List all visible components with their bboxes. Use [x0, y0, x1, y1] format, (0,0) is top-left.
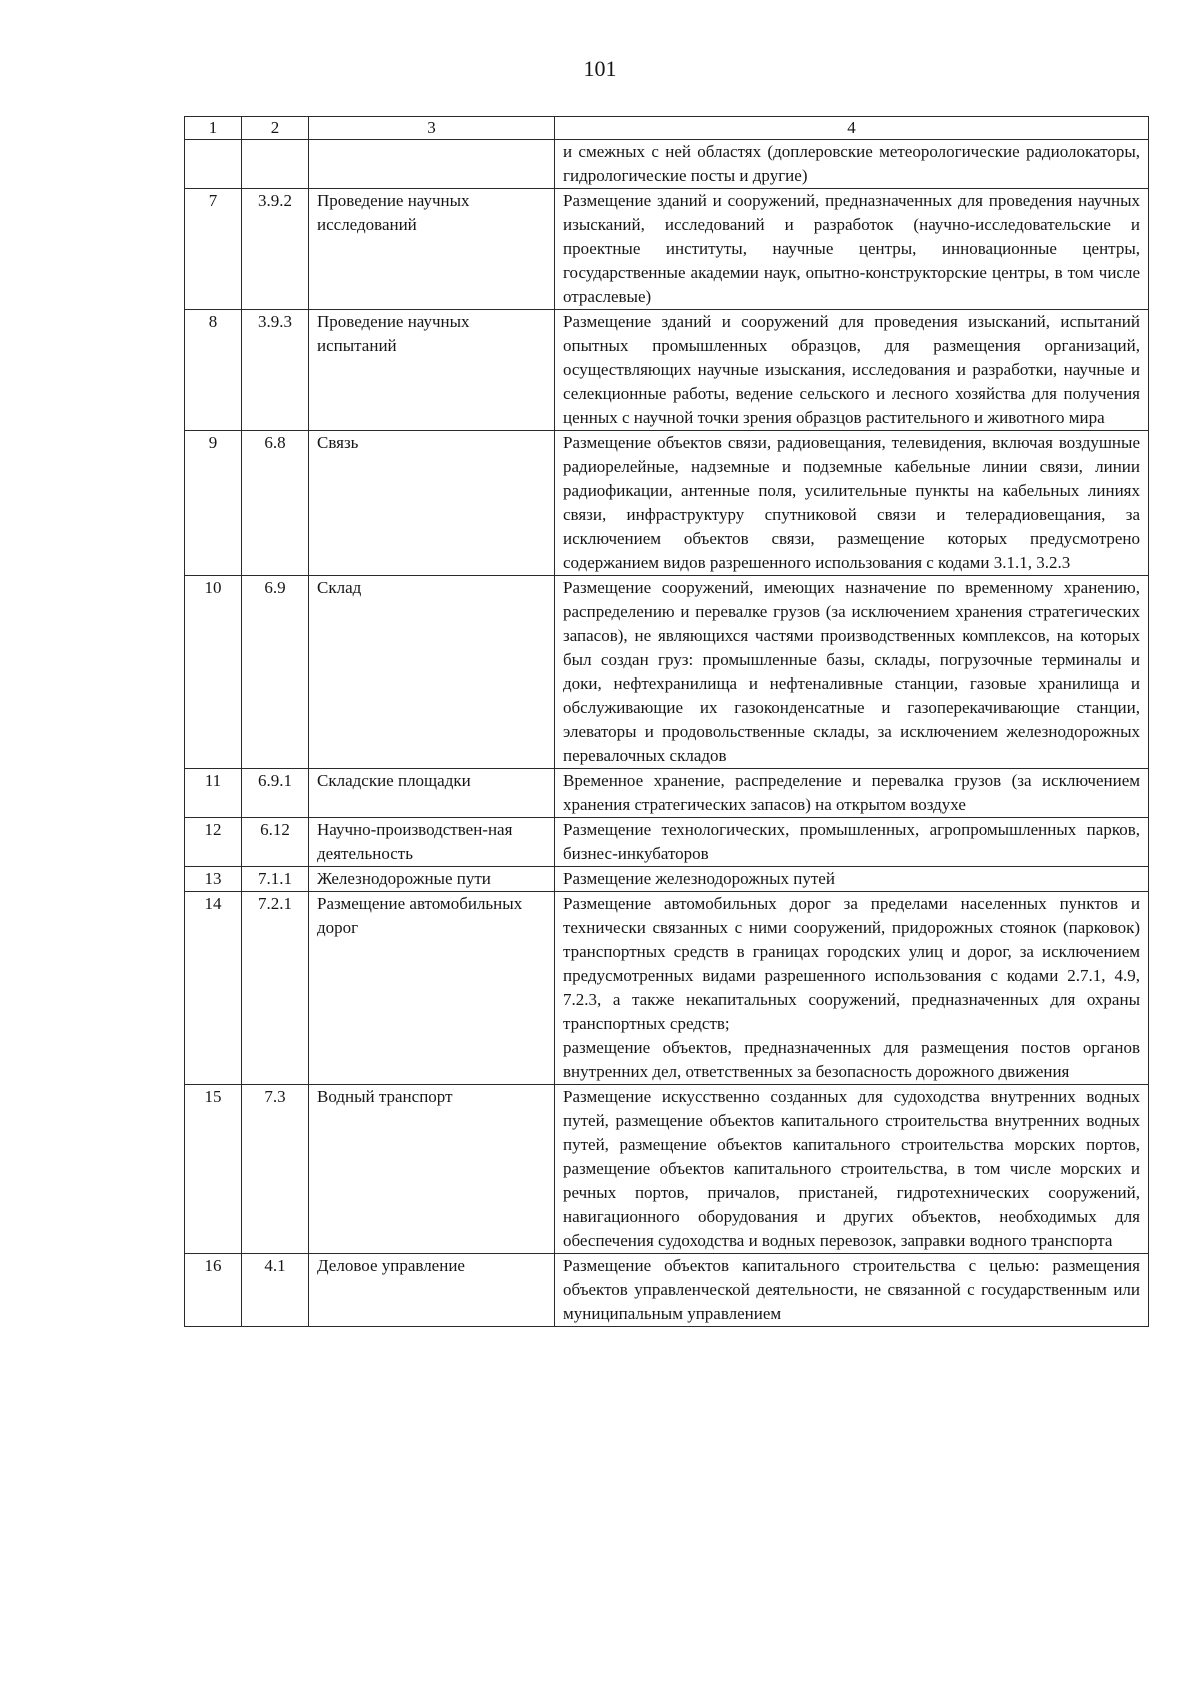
- row-number: 16: [185, 1254, 242, 1327]
- table-row: [185, 892, 1149, 1085]
- land-use-code: 6.8: [242, 431, 309, 576]
- row-number: 7: [185, 189, 242, 310]
- table-row: [185, 769, 1149, 818]
- column-header-4: 4: [555, 117, 1149, 140]
- land-use-code: 3.9.2: [242, 189, 309, 310]
- land-use-code: 7.3: [242, 1085, 309, 1254]
- table-row: [185, 576, 1149, 769]
- row-number: 9: [185, 431, 242, 576]
- land-use-table: [184, 116, 1149, 1327]
- column-header-2: 2: [242, 117, 309, 140]
- land-use-description: Временное хранение, распределение и перевалка грузов (за исключением хранения стратегических запасов) на открытом воздухе: [555, 769, 1149, 818]
- land-use-name: Размещение автомобильных дорог: [309, 892, 555, 1085]
- land-use-description: Размещение искусственно созданных для судоходства внутренних водных путей, размещение объектов капитального строительства внутренних водных путей, размещение объектов капитального строительства морских портов, размещение объектов капитального строительства, в том числе морских и речных портов, причалов, пристаней, гидротехнических сооружений, навигационного оборудования и других объектов, необходимых для обеспечения судоходства и водных перевозок, заправки водного транспорта: [555, 1085, 1149, 1254]
- land-use-code: 3.9.3: [242, 310, 309, 431]
- land-use-description: Размещение железнодорожных путей: [555, 867, 1149, 892]
- land-use-description: и смежных с ней областях (доплеровские метеорологические радиолокаторы, гидрологические посты и другие): [555, 140, 1149, 189]
- land-use-description: Размещение зданий и сооружений, предназначенных для проведения научных изысканий, исследований и разработок (научно-исследовательские и проектные институты, научные центры, инновационные центры, государственные академии наук, опытно-конструкторские центры, в том числе отраслевые): [555, 189, 1149, 310]
- land-use-name: [309, 140, 555, 189]
- land-use-description: Размещение сооружений, имеющих назначение по временному хранению, распределению и перевалке грузов (за исключением хранения стратегических запасов), не являющихся частями производственных комплексов, на которых был создан груз: промышленные базы, склады, погрузочные терминалы и доки, нефтехранилища и нефтеналивные станции, газовые хранилища и обслуживающие их газоконденсатные и газоперекачивающие станции, элеваторы и продовольственные склады, за исключением железнодорожных перевалочных складов: [555, 576, 1149, 769]
- row-number: 12: [185, 818, 242, 867]
- row-number: 11: [185, 769, 242, 818]
- row-number: [185, 140, 242, 189]
- land-use-description: Размещение автомобильных дорог за пределами населенных пунктов и технически связанных с ними сооружений, придорожных стоянок (парковок) транспортных средств в границах городских улиц и дорог, за исключением предусмотренных видами разрешенного использования с кодами 2.7.1, 4.9, 7.2.3, а также некапитальных сооружений, предназначенных для охраны транспортных средств; размещение объектов, предназначенных для размещения постов органов внутренних дел, ответственных за безопасность дорожного движения: [555, 892, 1149, 1085]
- land-use-code: 6.9.1: [242, 769, 309, 818]
- row-number: 8: [185, 310, 242, 431]
- table-row: [185, 431, 1149, 576]
- page-number: 101: [583, 56, 617, 81]
- table-row: [185, 140, 1149, 189]
- land-use-name: Проведение научных испытаний: [309, 310, 555, 431]
- column-header-3: 3: [309, 117, 555, 140]
- table-row: [185, 1085, 1149, 1254]
- column-header-1: 1: [185, 117, 242, 140]
- table-row: [185, 867, 1149, 892]
- land-use-code: 6.9: [242, 576, 309, 769]
- land-use-description: Размещение зданий и сооружений для проведения изысканий, испытаний опытных промышленных образцов, для размещения организаций, осуществляющих научные изыскания, исследования и разработки, научные и селекционные работы, ведение сельского и лесного хозяйства для получения ценных с научной точки зрения образцов растительного и животного мира: [555, 310, 1149, 431]
- table-body: [185, 140, 1149, 1327]
- land-use-description: Размещение технологических, промышленных, агропромышленных парков, бизнес-инкубаторов: [555, 818, 1149, 867]
- row-number: 13: [185, 867, 242, 892]
- land-use-name: Склад: [309, 576, 555, 769]
- land-use-name: Связь: [309, 431, 555, 576]
- table-row: [185, 310, 1149, 431]
- land-use-code: 7.1.1: [242, 867, 309, 892]
- land-use-name: Научно-производствен-ная деятельность: [309, 818, 555, 867]
- land-use-code: 4.1: [242, 1254, 309, 1327]
- table-row: [185, 189, 1149, 310]
- row-number: 15: [185, 1085, 242, 1254]
- land-use-name: Водный транспорт: [309, 1085, 555, 1254]
- land-use-code: 6.12: [242, 818, 309, 867]
- land-use-name: Проведение научных исследований: [309, 189, 555, 310]
- table-row: [185, 818, 1149, 867]
- land-use-code: 7.2.1: [242, 892, 309, 1085]
- land-use-name: Складские площадки: [309, 769, 555, 818]
- row-number: 10: [185, 576, 242, 769]
- land-use-name: Железнодорожные пути: [309, 867, 555, 892]
- row-number: 14: [185, 892, 242, 1085]
- table-row: [185, 1254, 1149, 1327]
- land-use-name: Деловое управление: [309, 1254, 555, 1327]
- header-row: [185, 117, 1149, 140]
- land-use-description: Размещение объектов связи, радиовещания, телевидения, включая воздушные радиорелейные, надземные и подземные кабельные линии связи, линии радиофикации, антенные поля, усилительные пункты на кабельных линиях связи, инфраструктуру спутниковой связи и телерадиовещания, за исключением объектов связи, размещение которых предусмотрено содержанием видов разрешенного использования с кодами 3.1.1, 3.2.3: [555, 431, 1149, 576]
- land-use-code: [242, 140, 309, 189]
- land-use-description: Размещение объектов капитального строительства с целью: размещения объектов управленческой деятельности, не связанной с государственным или муниципальным управлением: [555, 1254, 1149, 1327]
